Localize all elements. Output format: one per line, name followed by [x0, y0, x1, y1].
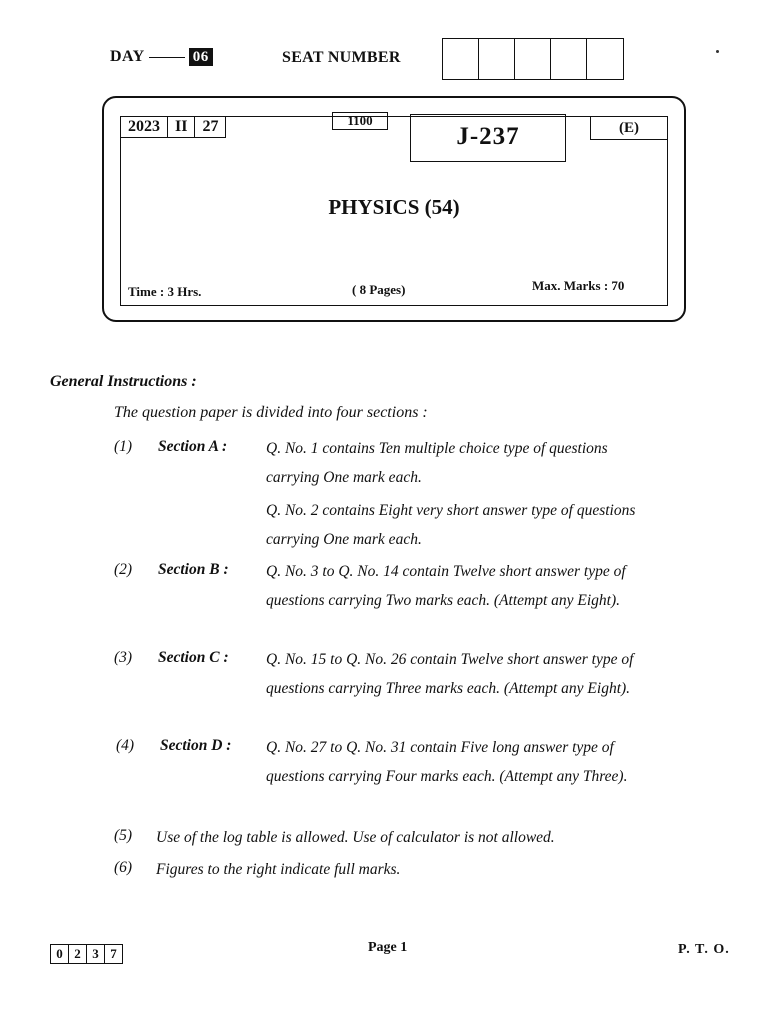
exam-session: II [168, 117, 195, 137]
exam-year: 2023 [121, 117, 168, 137]
time-allowed: Time : 3 Hrs. [128, 284, 202, 299]
instruction-text: Q. No. 3 to Q. No. 14 contain Twelve short answer type of questions carrying Two marks each. (Attempt any Eight). [266, 563, 626, 609]
seat-box [587, 39, 623, 79]
footer-code-digit: 2 [69, 945, 87, 963]
seat-number-boxes [442, 38, 624, 80]
exam-day: 27 [202, 118, 219, 135]
footer-code-boxes [50, 944, 123, 964]
day-dash [149, 57, 185, 58]
day-code: 06 [189, 48, 213, 66]
subject-title: PHYSICS (54) [328, 195, 460, 219]
footer-code-digit: 3 [87, 945, 105, 963]
instructions-title: General Instructions : [50, 373, 197, 390]
exam-code-group [120, 116, 226, 138]
instruction-text: Q. No. 1 contains Ten multiple choice type of questions carrying One mark each. [266, 440, 608, 486]
instruction-text: Q. No. 2 contains Eight very short answer type of questions carrying One mark each. [266, 502, 636, 548]
seat-box [479, 39, 515, 79]
instruction-number: (2) [114, 561, 133, 578]
seat-number-label: SEAT NUMBER [282, 49, 401, 66]
scan-speck [716, 50, 719, 53]
instruction-number: (1) [114, 438, 133, 455]
day-label: DAY [110, 48, 145, 65]
seat-box [515, 39, 551, 79]
page-number: Page 1 [368, 940, 408, 955]
seat-box [551, 39, 587, 79]
instruction-number: (4) [116, 737, 135, 754]
center-code: 1100 [332, 112, 388, 130]
instruction-text: Q. No. 27 to Q. No. 31 contain Five long answer type of questions carrying Four marks each. (Attempt any Three). [266, 739, 628, 785]
seat-box [443, 39, 479, 79]
please-turn-over: P. T. O. [678, 942, 730, 957]
page-count: ( 8 Pages) [352, 282, 406, 297]
instruction-section-label: Section B : [158, 561, 229, 578]
paper-code: J-237 [410, 114, 566, 162]
instruction-text: Q. No. 15 to Q. No. 26 contain Twelve short answer type of questions carrying Three marks each. (Attempt any Eight). [266, 651, 634, 697]
instruction-number: (5) [114, 827, 133, 844]
instruction-text: Use of the log table is allowed. Use of calculator is not allowed. [156, 829, 555, 846]
instruction-section-label: Section A : [158, 438, 228, 455]
day-label-group [110, 48, 213, 66]
language-code: (E) [590, 116, 668, 140]
instruction-section-label: Section C : [158, 649, 229, 666]
instruction-number: (6) [114, 859, 133, 876]
max-marks: Max. Marks : 70 [532, 278, 625, 293]
instruction-section-label: Section D : [160, 737, 232, 754]
footer-code-digit: 7 [110, 946, 117, 961]
footer-code-digit: 0 [51, 945, 69, 963]
instruction-number: (3) [114, 649, 133, 666]
instructions-intro: The question paper is divided into four sections : [114, 404, 428, 421]
instruction-text: Figures to the right indicate full marks. [156, 861, 401, 878]
